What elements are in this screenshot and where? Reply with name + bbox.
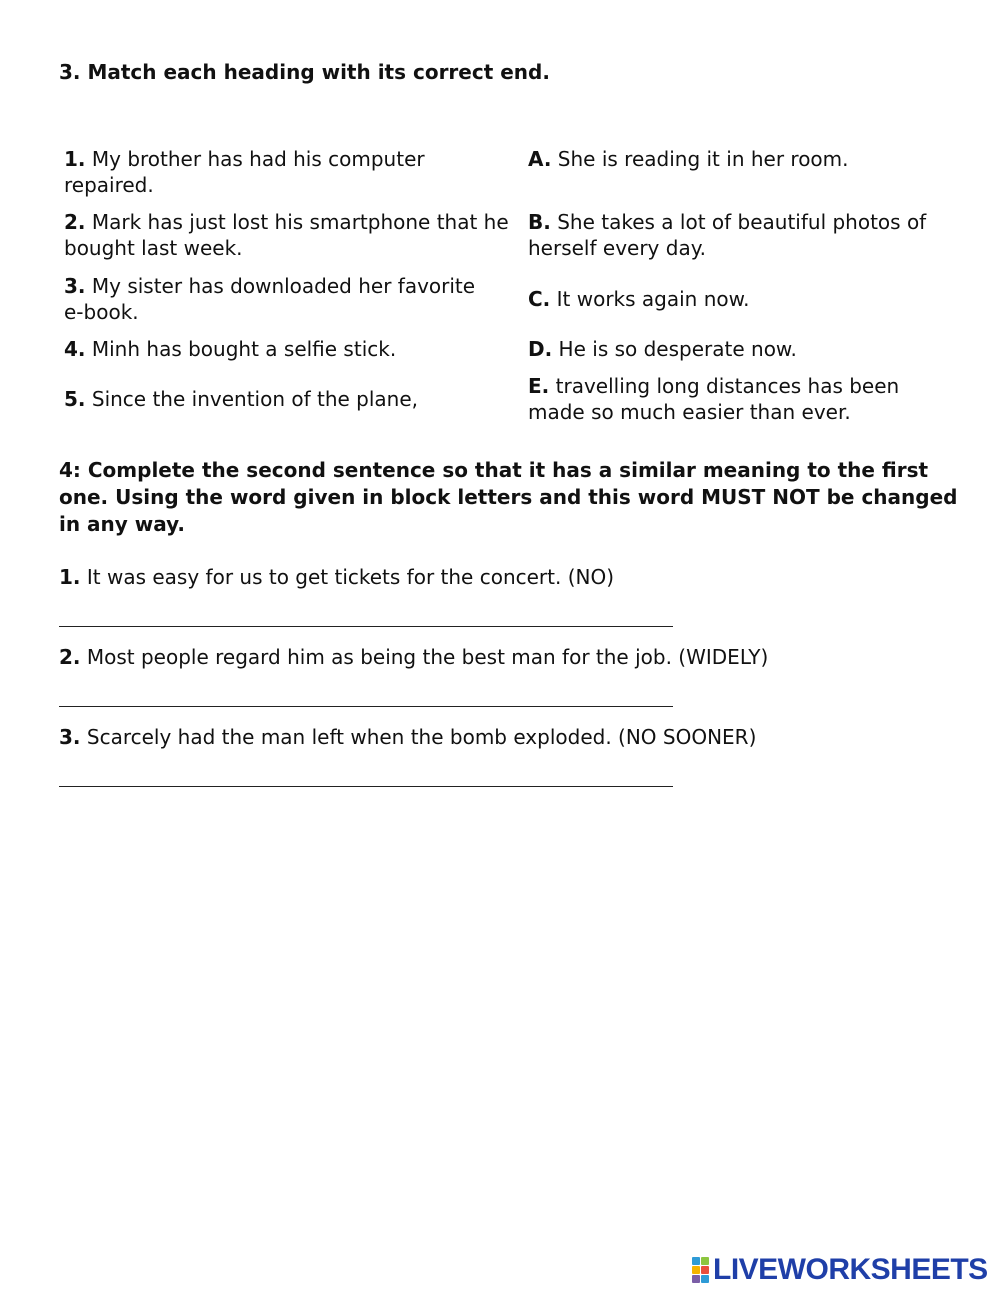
section-3-heading: 3. Match each heading with its correct end.	[59, 60, 550, 84]
logo-mark-square	[701, 1266, 709, 1274]
section-4-heading: 4: Complete the second sentence so that it has a similar meaning to the first one. Using the word given in block letters and this word MUST NOT be changed in any way.	[59, 458, 958, 536]
item-text: Minh has bought a selfie stick.	[85, 337, 397, 361]
match-right-item-e	[528, 373, 958, 425]
item-letter: C.	[528, 287, 551, 311]
logo-mark-square	[701, 1275, 709, 1283]
item-text: She takes a lot of beautiful photos of herself every day.	[528, 210, 927, 260]
item-text: My sister has downloaded her favorite e-book.	[64, 274, 476, 324]
match-right-item-b	[528, 209, 928, 261]
item-text: Mark has just lost his smartphone that he bought last week.	[64, 210, 509, 260]
answer-line-2[interactable]	[59, 706, 673, 707]
logo-mark-square	[701, 1257, 709, 1265]
logo-mark-square	[692, 1266, 700, 1274]
item-text: Since the invention of the plane,	[85, 387, 419, 411]
item-letter: E.	[528, 374, 550, 398]
item-text: She is reading it in her room.	[551, 147, 849, 171]
match-left-item-2	[64, 209, 514, 261]
item-text: He is so desperate now.	[552, 337, 797, 361]
rewrite-question-3	[59, 724, 756, 750]
item-text: travelling long distances has been made so much easier than ever.	[528, 374, 900, 424]
rewrite-question-1	[59, 564, 614, 590]
match-right-item-c	[528, 286, 968, 312]
question-number: 2.	[59, 645, 81, 669]
logo-mark-icon	[692, 1257, 709, 1283]
item-text: My brother has had his computer repaired.	[64, 147, 425, 197]
logo-text: LIVEWORKSHEETS	[713, 1253, 988, 1286]
question-number: 3.	[59, 725, 81, 749]
item-number: 5.	[64, 387, 86, 411]
item-number: 3.	[64, 274, 86, 298]
answer-line-1[interactable]	[59, 626, 673, 627]
answer-line-3[interactable]	[59, 786, 673, 787]
question-text: It was easy for us to get tickets for the concert. (NO)	[80, 565, 615, 589]
question-number: 1.	[59, 565, 81, 589]
item-text: It works again now.	[550, 287, 750, 311]
item-letter: B.	[528, 210, 551, 234]
question-text: Scarcely had the man left when the bomb exploded. (NO SOONER)	[80, 725, 757, 749]
item-number: 4.	[64, 337, 86, 361]
liveworksheets-logo	[692, 1254, 992, 1286]
logo-mark-square	[692, 1275, 700, 1283]
item-letter: A.	[528, 147, 552, 171]
match-left-item-1	[64, 146, 514, 198]
match-right-item-d	[528, 336, 968, 362]
logo-mark-square	[692, 1257, 700, 1265]
rewrite-question-2	[59, 644, 768, 670]
item-number: 2.	[64, 210, 86, 234]
item-letter: D.	[528, 337, 553, 361]
match-left-item-3	[64, 273, 494, 325]
item-number: 1.	[64, 147, 86, 171]
question-text: Most people regard him as being the best man for the job. (WIDELY)	[80, 645, 769, 669]
match-right-item-a	[528, 146, 968, 172]
match-left-item-4	[64, 336, 514, 362]
match-left-item-5	[64, 386, 514, 412]
